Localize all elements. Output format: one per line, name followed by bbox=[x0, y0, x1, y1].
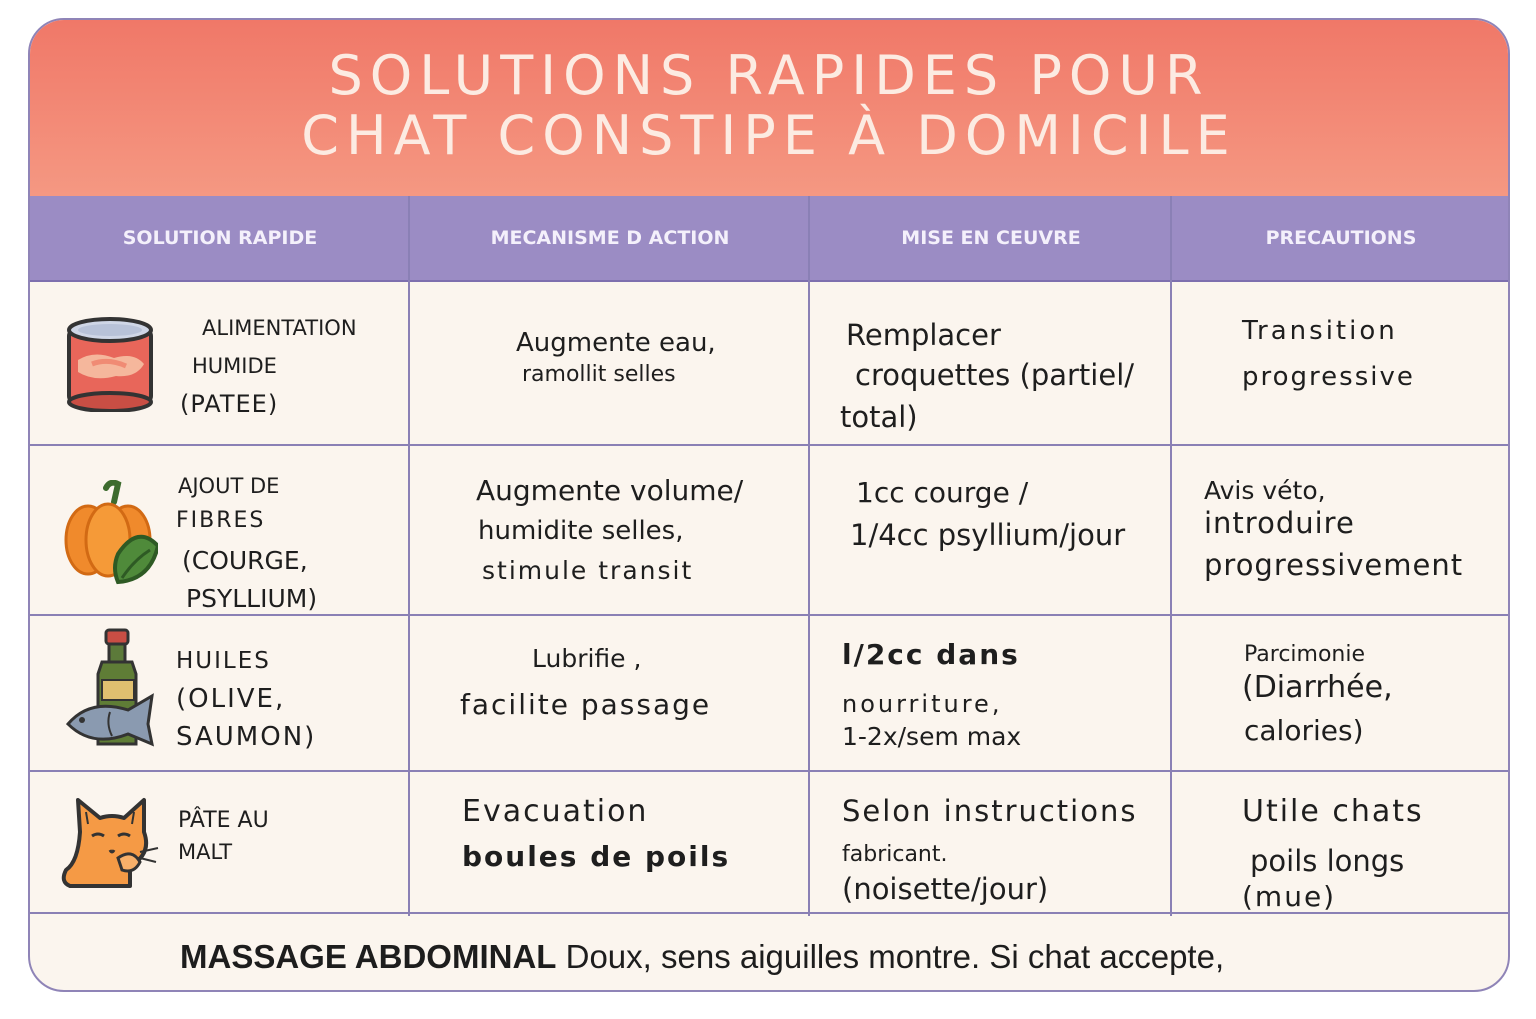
header-mechanism: MECANISME D ACTION bbox=[490, 227, 730, 249]
header-implementation: MISE EN CEUVRE bbox=[901, 227, 1081, 249]
footer-bold: MASSAGE ABDOMINAL bbox=[180, 938, 557, 975]
column-divider bbox=[808, 196, 810, 916]
precaution-line: calories) bbox=[1244, 714, 1364, 747]
solution-line: ALIMENTATION bbox=[202, 316, 357, 340]
column-divider bbox=[1170, 196, 1172, 916]
implementation-line: 1/4cc psyllium/jour bbox=[850, 518, 1126, 552]
mechanism-line: Evacuation bbox=[462, 794, 649, 829]
row-divider bbox=[30, 444, 1508, 446]
solution-line: (PATEE) bbox=[180, 390, 279, 418]
mechanism-line: Augmente volume/ bbox=[476, 474, 744, 507]
solution-line: HUMIDE bbox=[192, 354, 277, 378]
solution-line: MALT bbox=[178, 840, 233, 864]
implementation-line: Selon instructions bbox=[842, 794, 1138, 828]
precaution-line: introduire bbox=[1204, 506, 1355, 540]
implementation-line: croquettes (partiel/ bbox=[855, 358, 1135, 392]
precaution-line: (Diarrhée, bbox=[1242, 670, 1393, 705]
mechanism-line: facilite passage bbox=[460, 688, 712, 721]
row-divider bbox=[30, 770, 1508, 772]
title-line-2: CHAT CONSTIPE À DOMICILE bbox=[301, 104, 1237, 167]
implementation-line: 1-2x/sem max bbox=[842, 722, 1022, 751]
precaution-line: Transition bbox=[1242, 316, 1398, 346]
remedies-card bbox=[28, 18, 1510, 992]
mechanism-line: Augmente eau, bbox=[516, 328, 716, 358]
solution-line: AJOUT DE bbox=[178, 474, 280, 498]
header-precautions: PRECAUTIONS bbox=[1265, 227, 1417, 249]
precaution-line: Parcimonie bbox=[1244, 642, 1366, 667]
row-divider bbox=[30, 614, 1508, 616]
implementation-line: l/2cc dans bbox=[842, 638, 1020, 671]
page-title bbox=[30, 20, 1508, 196]
implementation-line: 1cc courge / bbox=[856, 476, 1029, 509]
solution-line: FIBRES bbox=[176, 508, 266, 533]
cat-licking-icon bbox=[60, 792, 162, 892]
precaution-line: Utile chats bbox=[1242, 794, 1424, 829]
header-solution: SOLUTION RAPIDE bbox=[122, 227, 318, 249]
solution-line: (COURGE, bbox=[182, 546, 308, 575]
mechanism-line: stimule transit bbox=[482, 556, 694, 585]
precaution-line: progressivement bbox=[1204, 548, 1464, 582]
mechanism-line: humidite selles, bbox=[478, 516, 684, 546]
column-divider bbox=[408, 196, 410, 916]
table-header bbox=[30, 196, 1508, 282]
solution-line: PSYLLIUM) bbox=[186, 584, 318, 613]
implementation-line: nourriture, bbox=[842, 690, 1003, 718]
mechanism-line: Lubrifie , bbox=[532, 644, 642, 673]
precaution-line: (mue) bbox=[1242, 880, 1337, 913]
precaution-line: Avis véto, bbox=[1204, 476, 1326, 505]
implementation-line: fabricant. bbox=[842, 842, 948, 867]
oil-bottle-fish-icon bbox=[60, 626, 160, 752]
solution-line: HUILES bbox=[176, 648, 271, 674]
solution-line: SAUMON) bbox=[176, 722, 317, 752]
implementation-line: (noisette/jour) bbox=[842, 872, 1049, 906]
solution-line: PÂTE AU bbox=[178, 808, 269, 833]
precaution-line: poils longs bbox=[1250, 844, 1405, 878]
implementation-line: Remplacer bbox=[846, 318, 1001, 352]
mechanism-line: ramollit selles bbox=[522, 362, 676, 387]
footer-text: Doux, sens aiguilles montre. Si chat accepte, bbox=[556, 938, 1225, 975]
implementation-line: total) bbox=[840, 400, 918, 434]
pumpkin-icon bbox=[62, 480, 158, 592]
wet-food-can-icon bbox=[64, 316, 156, 412]
title-line-1: SOLUTIONS RAPIDES POUR bbox=[328, 44, 1210, 107]
footer-note bbox=[180, 938, 1224, 976]
solution-line: (OLIVE, bbox=[176, 684, 286, 714]
precaution-line: progressive bbox=[1242, 362, 1415, 392]
mechanism-line: boules de poils bbox=[462, 840, 731, 873]
